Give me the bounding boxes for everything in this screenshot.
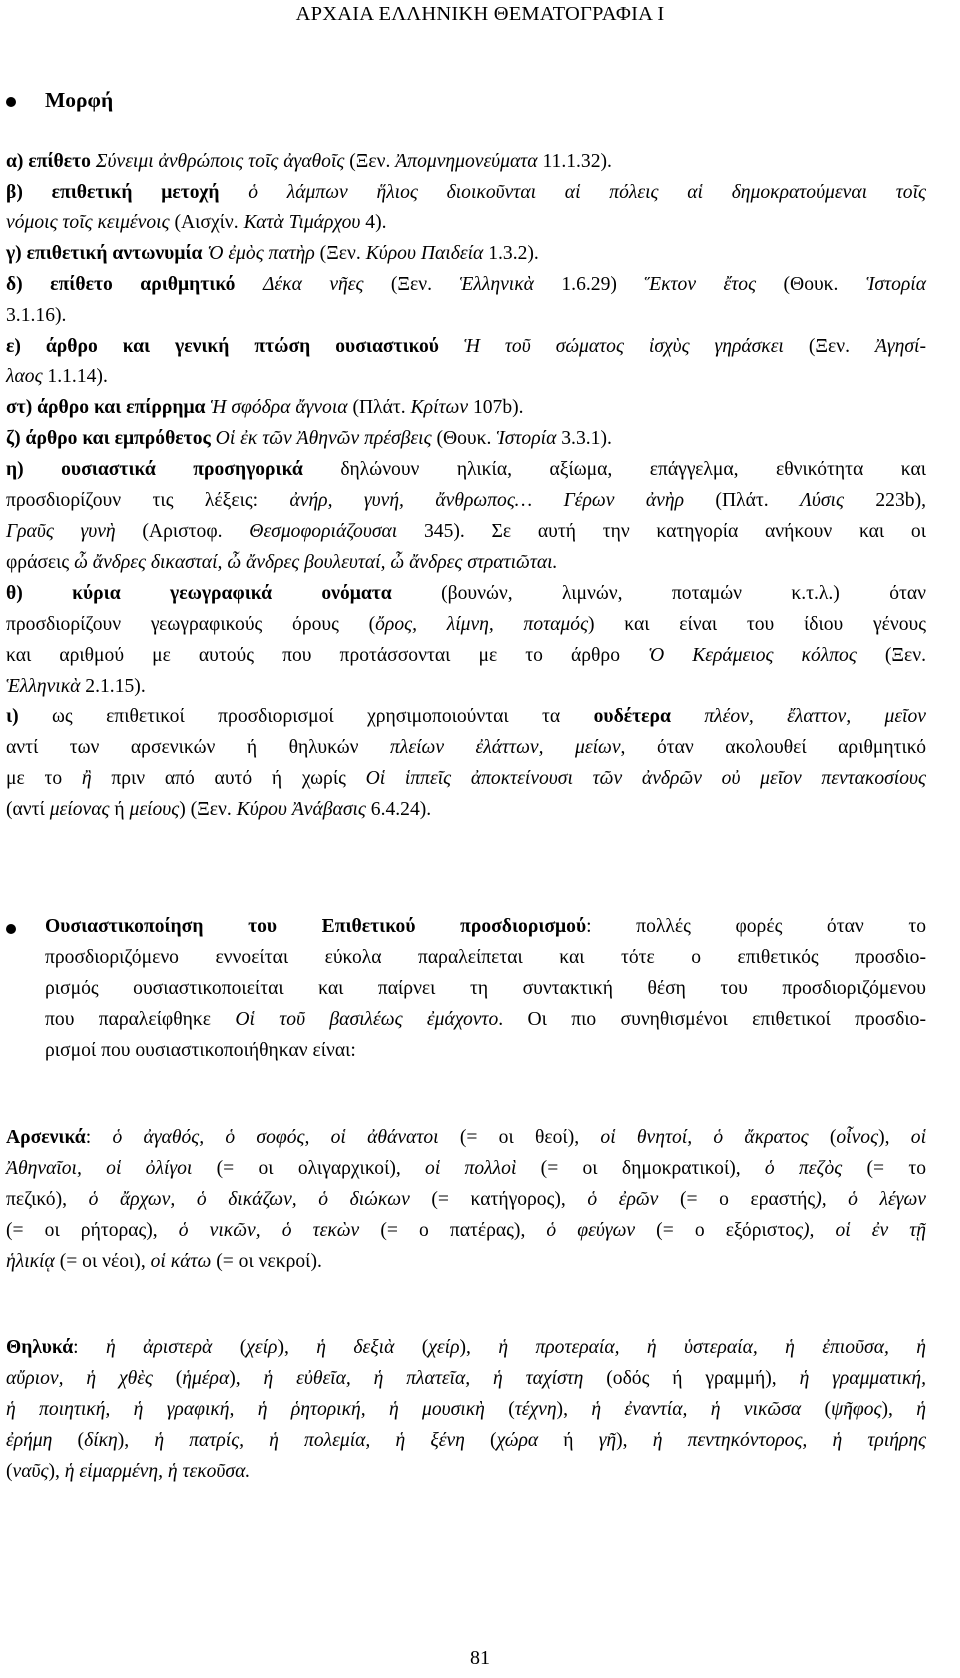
text-run: 1.3.2). [483, 243, 539, 264]
text-line [6, 1431, 926, 1451]
text-line [6, 1221, 926, 1241]
section-morfi-heading [0, 88, 960, 112]
greek-example: ψῆφος [831, 1399, 882, 1420]
bold-term: δ) επίθετο αριθμητικό [6, 274, 263, 295]
text-run: ), [556, 1399, 592, 1420]
text-run: (Ξεν. [783, 336, 875, 357]
text-run: (= το [842, 1158, 927, 1179]
text-run: ( [801, 1399, 832, 1420]
text-line [6, 152, 926, 172]
greek-example: ἡ πεντηκόντορος, ἡ τριήρης [652, 1430, 926, 1451]
greek-example: ἡ προτεραία, ἡ ὑστεραία, ἡ ἐπιοῦσα, ἡ [498, 1337, 926, 1358]
text-run: (= οι νέοι), [54, 1251, 151, 1272]
text-line [6, 1252, 926, 1272]
text-run: πεζικό), [6, 1189, 89, 1210]
text-line [6, 584, 926, 604]
text-run: ( [52, 1430, 85, 1451]
greek-example: Ἡ τοῦ σώματος ἰσχὺς γηράσκει [463, 336, 784, 357]
greek-example: ὄρος, λίμνη, ποταμός [375, 614, 589, 635]
text-run: (= ο πατέρας), [359, 1220, 547, 1241]
text-run: (Αριστοφ. [115, 521, 250, 542]
text-line [45, 948, 926, 968]
greek-example: Οἱ ἐκ τῶν Ἀθηνῶν πρέσβεις [215, 428, 432, 449]
page-number: 81 [470, 1647, 490, 1669]
bold-term: η) ουσιαστικά προσηγορικά [6, 459, 303, 480]
greek-example: Ὁ ἐμὸς πατὴρ [207, 243, 315, 264]
greek-example: Ἑλληνικὰ [6, 676, 81, 697]
greek-example: χείρ [246, 1337, 278, 1358]
text-run: ), [616, 1430, 653, 1451]
bold-term: ε) άρθρο και γενική πτώση ουσιαστικού [6, 336, 464, 357]
text-run: φράσεις [6, 552, 75, 573]
text-line [6, 1190, 926, 1210]
text-run: (Ξεν. [314, 243, 366, 264]
greek-example: Ἀγησί- [874, 336, 926, 357]
greek-example: οἱ [910, 1127, 927, 1148]
greek-example: Θεσμοφοριάζουσαι [249, 521, 398, 542]
text-run: : [85, 1127, 113, 1148]
greek-example: ἡ ποιητική, ἡ γραφική, ἡ ῥητορική, ἡ μουσικὴ [6, 1399, 485, 1420]
text-line [45, 917, 926, 937]
greek-example: Οἱ ἱππεῖς ἀποκτείνουσι τῶν ἀνδρῶν οὐ μεῖον πεντακοσίους [365, 768, 926, 789]
text-run: που παραλείφθηκε [45, 1009, 236, 1030]
greek-example: ἡ εὐθεῖα, ἡ πλατεῖα, ἡ ταχίστη [263, 1368, 584, 1389]
greek-example: Ἀπομνημονεύματα [395, 151, 538, 172]
text-line [6, 429, 926, 449]
text-run: προσδιορίζουν τις λέξεις: [6, 490, 290, 511]
greek-example: ὁ φεύγων [546, 1220, 636, 1241]
text-run: ( [484, 1399, 515, 1420]
greek-example: Ἀθηναῖοι, οἱ ὀλίγοι [6, 1158, 193, 1179]
bold-term: α) επίθετο [6, 151, 96, 172]
greek-example: Ἱστορία [865, 274, 926, 295]
text-line [45, 979, 926, 999]
text-run: (= ο εξόριστο [635, 1220, 796, 1241]
text-line [6, 306, 926, 326]
greek-example: μείους [129, 799, 180, 820]
greek-example: ἡ εἱμαρμένη, ἡ τεκοῦσα. [64, 1461, 251, 1482]
text-run: , όταν ακολουθεί αριθμητικό [620, 737, 926, 758]
greek-example: χώρα [496, 1430, 539, 1451]
greek-example: οἱ πολλοὶ [425, 1158, 517, 1179]
text-run: 6.4.24). [365, 799, 432, 820]
text-run: ( [212, 1337, 247, 1358]
text-run: ρισμοί που ουσιαστικοποιήθηκαν είναι: [45, 1040, 356, 1061]
bold-term: θ) κύρια γεωγραφικά ονόματα [6, 583, 392, 604]
text-run: (οδός ή γραμμή), [583, 1368, 800, 1389]
greek-example: Δέκα νῆες [262, 274, 364, 295]
bold-term: Θηλυκά [6, 1337, 74, 1358]
text-line [6, 677, 926, 697]
text-line [6, 553, 926, 573]
text-run: 11.1.32). [537, 151, 612, 172]
text-run: ( [394, 1337, 429, 1358]
bold-term: ι) [6, 706, 19, 727]
text-run: (βουνών, λιμνών, ποταμών κ.τ.λ.) όταν [391, 583, 926, 604]
greek-example: ἡ γραμματική, [799, 1368, 927, 1389]
text-run: 4). [360, 212, 387, 233]
greek-example: Γραῦς γυνὴ [6, 521, 116, 542]
greek-example: νόμοις τοῖς κειμένοις [6, 212, 170, 233]
text-run: (= κατήγορος), [409, 1189, 588, 1210]
text-run: ( [464, 1430, 497, 1451]
text-line [6, 707, 926, 727]
greek-example: Λύσις [800, 490, 844, 511]
text-run: ) και είναι του ίδιου γένους [588, 614, 926, 635]
text-run: ή [109, 799, 130, 820]
text-run: ( [808, 1127, 837, 1148]
text-line [6, 522, 926, 542]
greek-example: ὁ ἀγαθός, ὁ σοφός, οἱ ἀθάνατοι [112, 1127, 439, 1148]
greek-example: ὁ πεζὸς [764, 1158, 843, 1179]
text-run: πριν από αυτό ή χωρίς [91, 768, 366, 789]
text-run: (= ο εραστής [658, 1189, 816, 1210]
greek-example: Κύρου Ἀνάβασις [236, 799, 366, 820]
greek-example: δίκη [84, 1430, 118, 1451]
text-run: ), [878, 1127, 911, 1148]
text-line [45, 1010, 926, 1030]
text-line [6, 213, 926, 233]
greek-example: Ὁ Κεράμειος κόλπος [648, 645, 857, 666]
text-run: (Ξεν. [344, 151, 396, 172]
greek-example: οἶνος [836, 1127, 879, 1148]
running-header: ΑΡΧΑΙΑ ΕΛΛΗΝΙΚΗ ΘΕΜΑΤΟΓΡΑΦΙΑ Ι [295, 3, 665, 25]
text-run: ( [152, 1368, 183, 1389]
greek-example: Κατὰ Τιμάρχου [243, 212, 361, 233]
greek-example: γῆ [598, 1430, 617, 1451]
text-run: (Αισχίν. [169, 212, 244, 233]
greek-example: ), ὁ λέγων [815, 1189, 926, 1210]
bold-term: β) επιθετική μετοχή [6, 182, 249, 203]
text-run: ως επιθετικοί προσδιορισμοί χρησιμοποιούνται τα [18, 706, 594, 727]
greek-example: Ἱστορία [496, 428, 557, 449]
greek-example: οἱ κάτω [150, 1251, 212, 1272]
text-run: (Πλάτ. [347, 397, 411, 418]
text-run: 1.6.29) [533, 274, 645, 295]
text-run: (= οι νεκροί). [211, 1251, 322, 1272]
text-line [6, 244, 926, 264]
text-run: : [73, 1337, 106, 1358]
text-run [671, 706, 704, 727]
text-run: ρισμός ουσιαστικοποιείται και παίρνει τη συντακτική θέση του προσδιοριζόμενου [45, 978, 926, 999]
text-line [6, 183, 926, 203]
text-run: ( [6, 1461, 13, 1482]
text-run: 345). Σε αυτή την κατηγορία ανήκουν και οι [397, 521, 926, 542]
bold-term: ουδέτερα [593, 706, 671, 727]
text-line [6, 1159, 926, 1179]
greek-example: πλείων ἐλάττων, μείων [390, 737, 621, 758]
greek-example: ἢ [81, 768, 92, 789]
bullet-icon [6, 97, 16, 107]
section-title: Μορφή [45, 88, 114, 112]
text-line [6, 491, 926, 511]
greek-example: Οἱ τοῦ βασιλέως ἐμάχοντο [235, 1009, 499, 1030]
text-run: ), [48, 1461, 65, 1482]
text-line [6, 1462, 926, 1482]
greek-example: ἡ πατρίς, ἡ πολεμία, ἡ ξένη [154, 1430, 465, 1451]
text-line [6, 367, 926, 387]
greek-example: Ἕκτον ἔτος [644, 274, 757, 295]
greek-example: ἡ [916, 1399, 926, 1420]
text-run: προσδιοριζόμενο εννοείται εύκολα παραλείπεται και τότε ο επιθετικός προσδιο- [45, 947, 926, 968]
text-run: ή [538, 1430, 599, 1451]
text-run: 2.1.15). [80, 676, 146, 697]
greek-example: χείρ [428, 1337, 460, 1358]
greek-example: ἐρήμη [6, 1430, 53, 1451]
text-run: : πολλές φορές όταν το [586, 916, 926, 937]
text-run: ), [277, 1337, 317, 1358]
greek-example: ὦ ἄνδρες δικασταί, ὦ ἄνδρες βουλευταί, ὦ ἄνδρες στρατιῶται. [74, 552, 558, 573]
text-run: με το [6, 768, 82, 789]
greek-example: ς), οἱ ἐν τῇ [795, 1220, 926, 1241]
greek-example: ἡ ἀριστερὰ [105, 1337, 213, 1358]
text-line [6, 398, 926, 418]
text-run: . Οι πιο συνηθισμένοι επιθετικοί προσδιο- [498, 1009, 927, 1030]
greek-example: Ἑλληνικὰ [459, 274, 534, 295]
text-line [6, 800, 926, 820]
text-run: (Θουκ. [431, 428, 497, 449]
text-run: (Θουκ. [756, 274, 866, 295]
text-run: (= οι ρήτορας), [6, 1220, 179, 1241]
text-line [6, 337, 926, 357]
text-run: αντί των αρσενικών ή θηλυκών [6, 737, 391, 758]
text-run: 3.3.1). [556, 428, 612, 449]
text-line [45, 1041, 926, 1061]
text-run: ), [881, 1399, 917, 1420]
bold-term: Ουσιαστικοποίηση του Επιθετικού προσδιορισμού [45, 916, 587, 937]
greek-example: ἡ ἐναντία, ἡ νικῶσα [591, 1399, 802, 1420]
greek-example: πλέον, ἔλαττον, μεῖον [704, 706, 926, 727]
text-line [6, 769, 926, 789]
text-line [6, 275, 926, 295]
text-line [6, 1369, 926, 1389]
text-run: (Πλάτ. [683, 490, 801, 511]
text-line [6, 1338, 926, 1358]
text-line [6, 738, 926, 758]
bullet-icon [6, 924, 16, 934]
greek-example: ἀνήρ, γυνή, ἄνθρωπος… Γέρων ἀνὴρ [289, 490, 684, 511]
bold-term: ζ) άρθρο και εμπρόθετος [6, 428, 216, 449]
text-run: ) (Ξεν. [179, 799, 237, 820]
text-run: (Ξεν. [856, 645, 926, 666]
text-run: 223b), [843, 490, 926, 511]
text-run: ), [117, 1430, 155, 1451]
text-line [6, 1128, 926, 1148]
greek-example: Κύρου Παιδεία [365, 243, 484, 264]
greek-example: ὁ ἄρχων, ὁ δικάζων, ὁ διώκων [88, 1189, 410, 1210]
greek-example: ἡλικίᾳ [6, 1251, 55, 1272]
text-run: δηλώνουν ηλικία, αξίωμα, επάγγελμα, εθνικότητα και [302, 459, 927, 480]
greek-example: ὁ νικῶν, ὁ τεκὼν [178, 1220, 360, 1241]
text-run: (= οι ολιγαρχικοί), [192, 1158, 426, 1179]
greek-example: Σύνειμι ἀνθρώποις τοῖς ἀγαθοῖς [95, 151, 345, 172]
text-run: ), [229, 1368, 264, 1389]
text-run: (= οι θεοί), [438, 1127, 601, 1148]
text-line [6, 615, 926, 635]
greek-example: ὁ λάμπων ἥλιος διοικοῦνται αἱ πόλεις αἱ δημοκρατούμεναι τοῖς [248, 182, 926, 203]
text-run: προσδιορίζουν γεωγραφικούς όρους ( [6, 614, 376, 635]
text-run: 107b). [468, 397, 524, 418]
text-run: 3.1.16). [6, 305, 67, 326]
text-line [6, 460, 926, 480]
greek-example: ἡμέρα [182, 1368, 230, 1389]
text-run: και αριθμού με αυτούς που προτάσσονται με το άρθρο [6, 645, 649, 666]
greek-example: ναῦς [12, 1461, 49, 1482]
text-run: (Ξεν. [363, 274, 460, 295]
bold-term: γ) επιθετική αντωνυμία [6, 243, 208, 264]
text-run: 1.1.14). [42, 366, 108, 387]
greek-example: μείονας [49, 799, 110, 820]
greek-example: ἡ δεξιὰ [316, 1337, 395, 1358]
greek-example: Κρίτων [410, 397, 469, 418]
greek-example: λαος [6, 366, 43, 387]
greek-example: τέχνη [514, 1399, 557, 1420]
greek-example: οἱ θνητοί, ὁ ἄκρατος [600, 1127, 809, 1148]
bold-term: Αρσενικά [6, 1127, 86, 1148]
text-run: (αντί [6, 799, 50, 820]
greek-example: αὔριον, ἡ χθὲς [6, 1368, 153, 1389]
greek-example: ὁ ἐρῶν [587, 1189, 659, 1210]
text-run: (= οι δημοκρατικοί), [516, 1158, 765, 1179]
bold-term: στ) άρθρο και επίρρημα [6, 397, 211, 418]
text-run: ), [459, 1337, 499, 1358]
text-line [6, 1400, 926, 1420]
greek-example: Ἡ σφόδρα ἄγνοια [210, 397, 348, 418]
text-line [6, 646, 926, 666]
